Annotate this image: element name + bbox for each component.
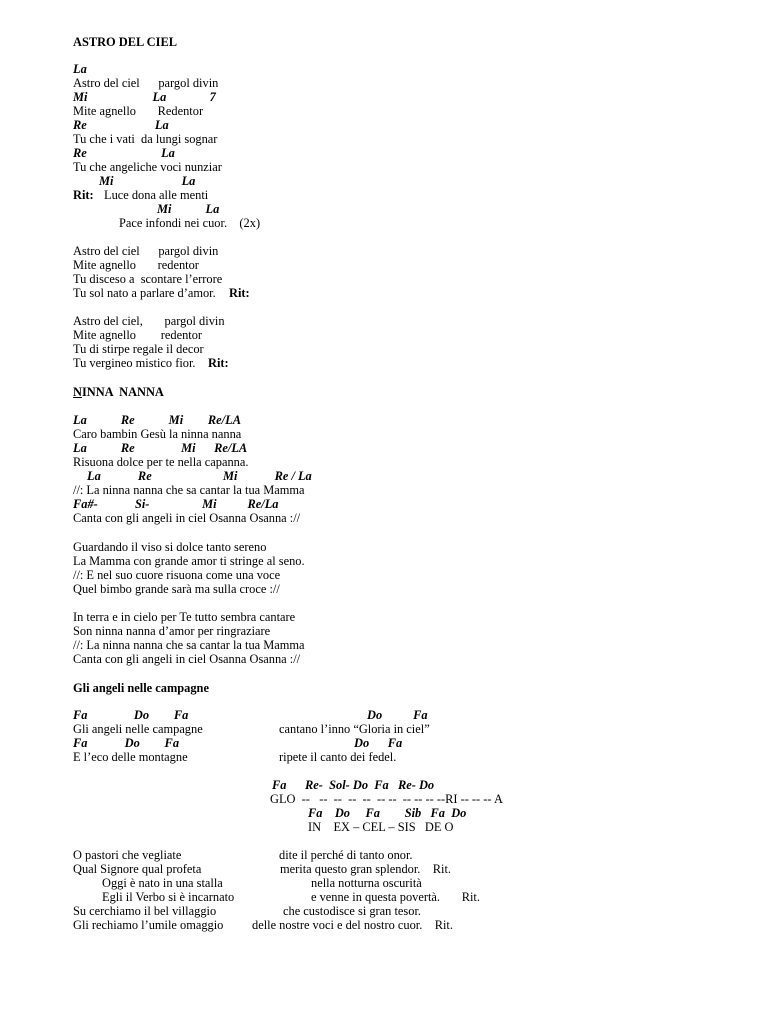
lyric-line: Canta con gli angeli in ciel Osanna Osanna ://	[73, 511, 301, 525]
lyric-line: Astro del ciel, pargol divin	[73, 314, 225, 328]
lyric-line: Tu che i vati da lungi sognar	[73, 132, 218, 146]
lyric-line: E l’eco delle montagne	[73, 750, 188, 764]
lyric-line: Su cerchiamo il bel villaggio	[73, 904, 217, 918]
chord-line: Mi La	[99, 174, 196, 188]
chord-line: Fa Do Fa	[73, 708, 189, 722]
lyric-line: //: La ninna nanna che sa cantar la tua Mamma	[73, 483, 305, 497]
song-title: ASTRO DEL CIEL	[73, 35, 177, 49]
lyric-line: merita questo gran splendor. Rit.	[280, 862, 452, 876]
chord-line: Re La	[73, 118, 169, 132]
lyric-line: O pastori che vegliate	[73, 848, 182, 862]
lyric-line: Tu sol nato a parlare d’amor.	[73, 286, 216, 300]
chord-line: Do Fa	[354, 736, 403, 750]
lyric-line: La Mamma con grande amor ti stringe al seno.	[73, 554, 305, 568]
lyric-line: //: E nel suo cuore risuona come una voce	[73, 568, 281, 582]
lyric-line: dite il perché di tanto onor.	[279, 848, 413, 862]
chord-line: La Re Mi Re/LA	[73, 441, 248, 455]
refrain-label: Rit:	[229, 286, 250, 300]
lyric-line: e venne in questa povertà. Rit.	[311, 890, 480, 904]
lyric-line: Quel bimbo grande sarà ma sulla croce ://	[73, 582, 280, 596]
chord-line: Fa Do Fa Sib Fa Do	[308, 806, 467, 820]
lyric-line: Astro del ciel pargol divin	[73, 244, 219, 258]
lyric-line: Mite agnello redentor	[73, 328, 203, 342]
lyric-line: Mite agnello Redentor	[73, 104, 204, 118]
lyric-line: Qual Signore qual profeta	[73, 862, 202, 876]
lyric-line: //: La ninna nanna che sa cantar la tua Mamma	[73, 638, 305, 652]
lyric-line: delle nostre voci e del nostro cuor. Rit.	[252, 918, 453, 932]
chord-line: La	[73, 62, 87, 76]
lyric-line: Gli rechiamo l’umile omaggio	[73, 918, 224, 932]
song-title: Gli angeli nelle campagne	[73, 681, 209, 695]
song-title	[73, 385, 164, 399]
chord-line: Re La	[73, 146, 175, 160]
lyric-line: Tu di stirpe regale il decor	[73, 342, 204, 356]
chord-line: Mi La	[157, 202, 220, 216]
title-rest: INNA NANNA	[81, 385, 164, 399]
lyric-line: In terra e in cielo per Te tutto sembra cantare	[73, 610, 296, 624]
lyric-line: Tu disceso a scontare l’errore	[73, 272, 223, 286]
chord-line: Fa Do Fa	[73, 736, 180, 750]
lyric-line: Caro bambin Gesù la ninna nanna	[73, 427, 242, 441]
lyric-line: Oggi è nato in una stalla	[102, 876, 223, 890]
lyric-line: Gli angeli nelle campagne	[73, 722, 203, 736]
refrain-label: Rit:	[73, 188, 94, 202]
lyric-line: che custodisce si gran tesor.	[283, 904, 421, 918]
lyric-line: Risuona dolce per te nella capanna.	[73, 455, 249, 469]
lyric-line: Son ninna nanna d’amor per ringraziare	[73, 624, 271, 638]
refrain-label: Rit:	[208, 356, 229, 370]
lyric-line: Luce dona alle menti	[104, 188, 209, 202]
lyric-line: Pace infondi nei cuor. (2x)	[119, 216, 261, 230]
lyric-line: IN EX – CEL – SIS DE O	[308, 820, 454, 834]
lyric-line: Mite agnello redentor	[73, 258, 199, 272]
lyric-line: Tu vergineo mistico fior.	[73, 356, 196, 370]
chord-line: Fa#- Si- Mi Re/La	[73, 497, 279, 511]
chord-line: La Re Mi Re/LA	[73, 413, 241, 427]
chord-line: Fa Re- Sol- Do Fa Re- Do	[272, 778, 435, 792]
chord-line: La Re Mi Re / La	[87, 469, 312, 483]
lyric-line: Canta con gli angeli in ciel Osanna Osanna ://	[73, 652, 301, 666]
lyric-line: Guardando il viso si dolce tanto sereno	[73, 540, 267, 554]
title-initial: N	[73, 385, 82, 399]
lyric-line: cantano l’inno “Gloria in ciel”	[279, 722, 430, 736]
chord-line: Mi La 7	[73, 90, 216, 104]
lyric-line: Tu che angeliche voci nunziar	[73, 160, 222, 174]
lyric-line: ripete il canto dei fedel.	[279, 750, 397, 764]
lyric-line: nella notturna oscurità	[311, 876, 422, 890]
chord-line: Do Fa	[367, 708, 428, 722]
lyric-line: Astro del ciel pargol divin	[73, 76, 219, 90]
lyric-line: Egli il Verbo si è incarnato	[102, 890, 235, 904]
lyric-line: GLO -- -- -- -- -- -- -- -- -- -- --RI -- -- -- A	[270, 792, 503, 806]
